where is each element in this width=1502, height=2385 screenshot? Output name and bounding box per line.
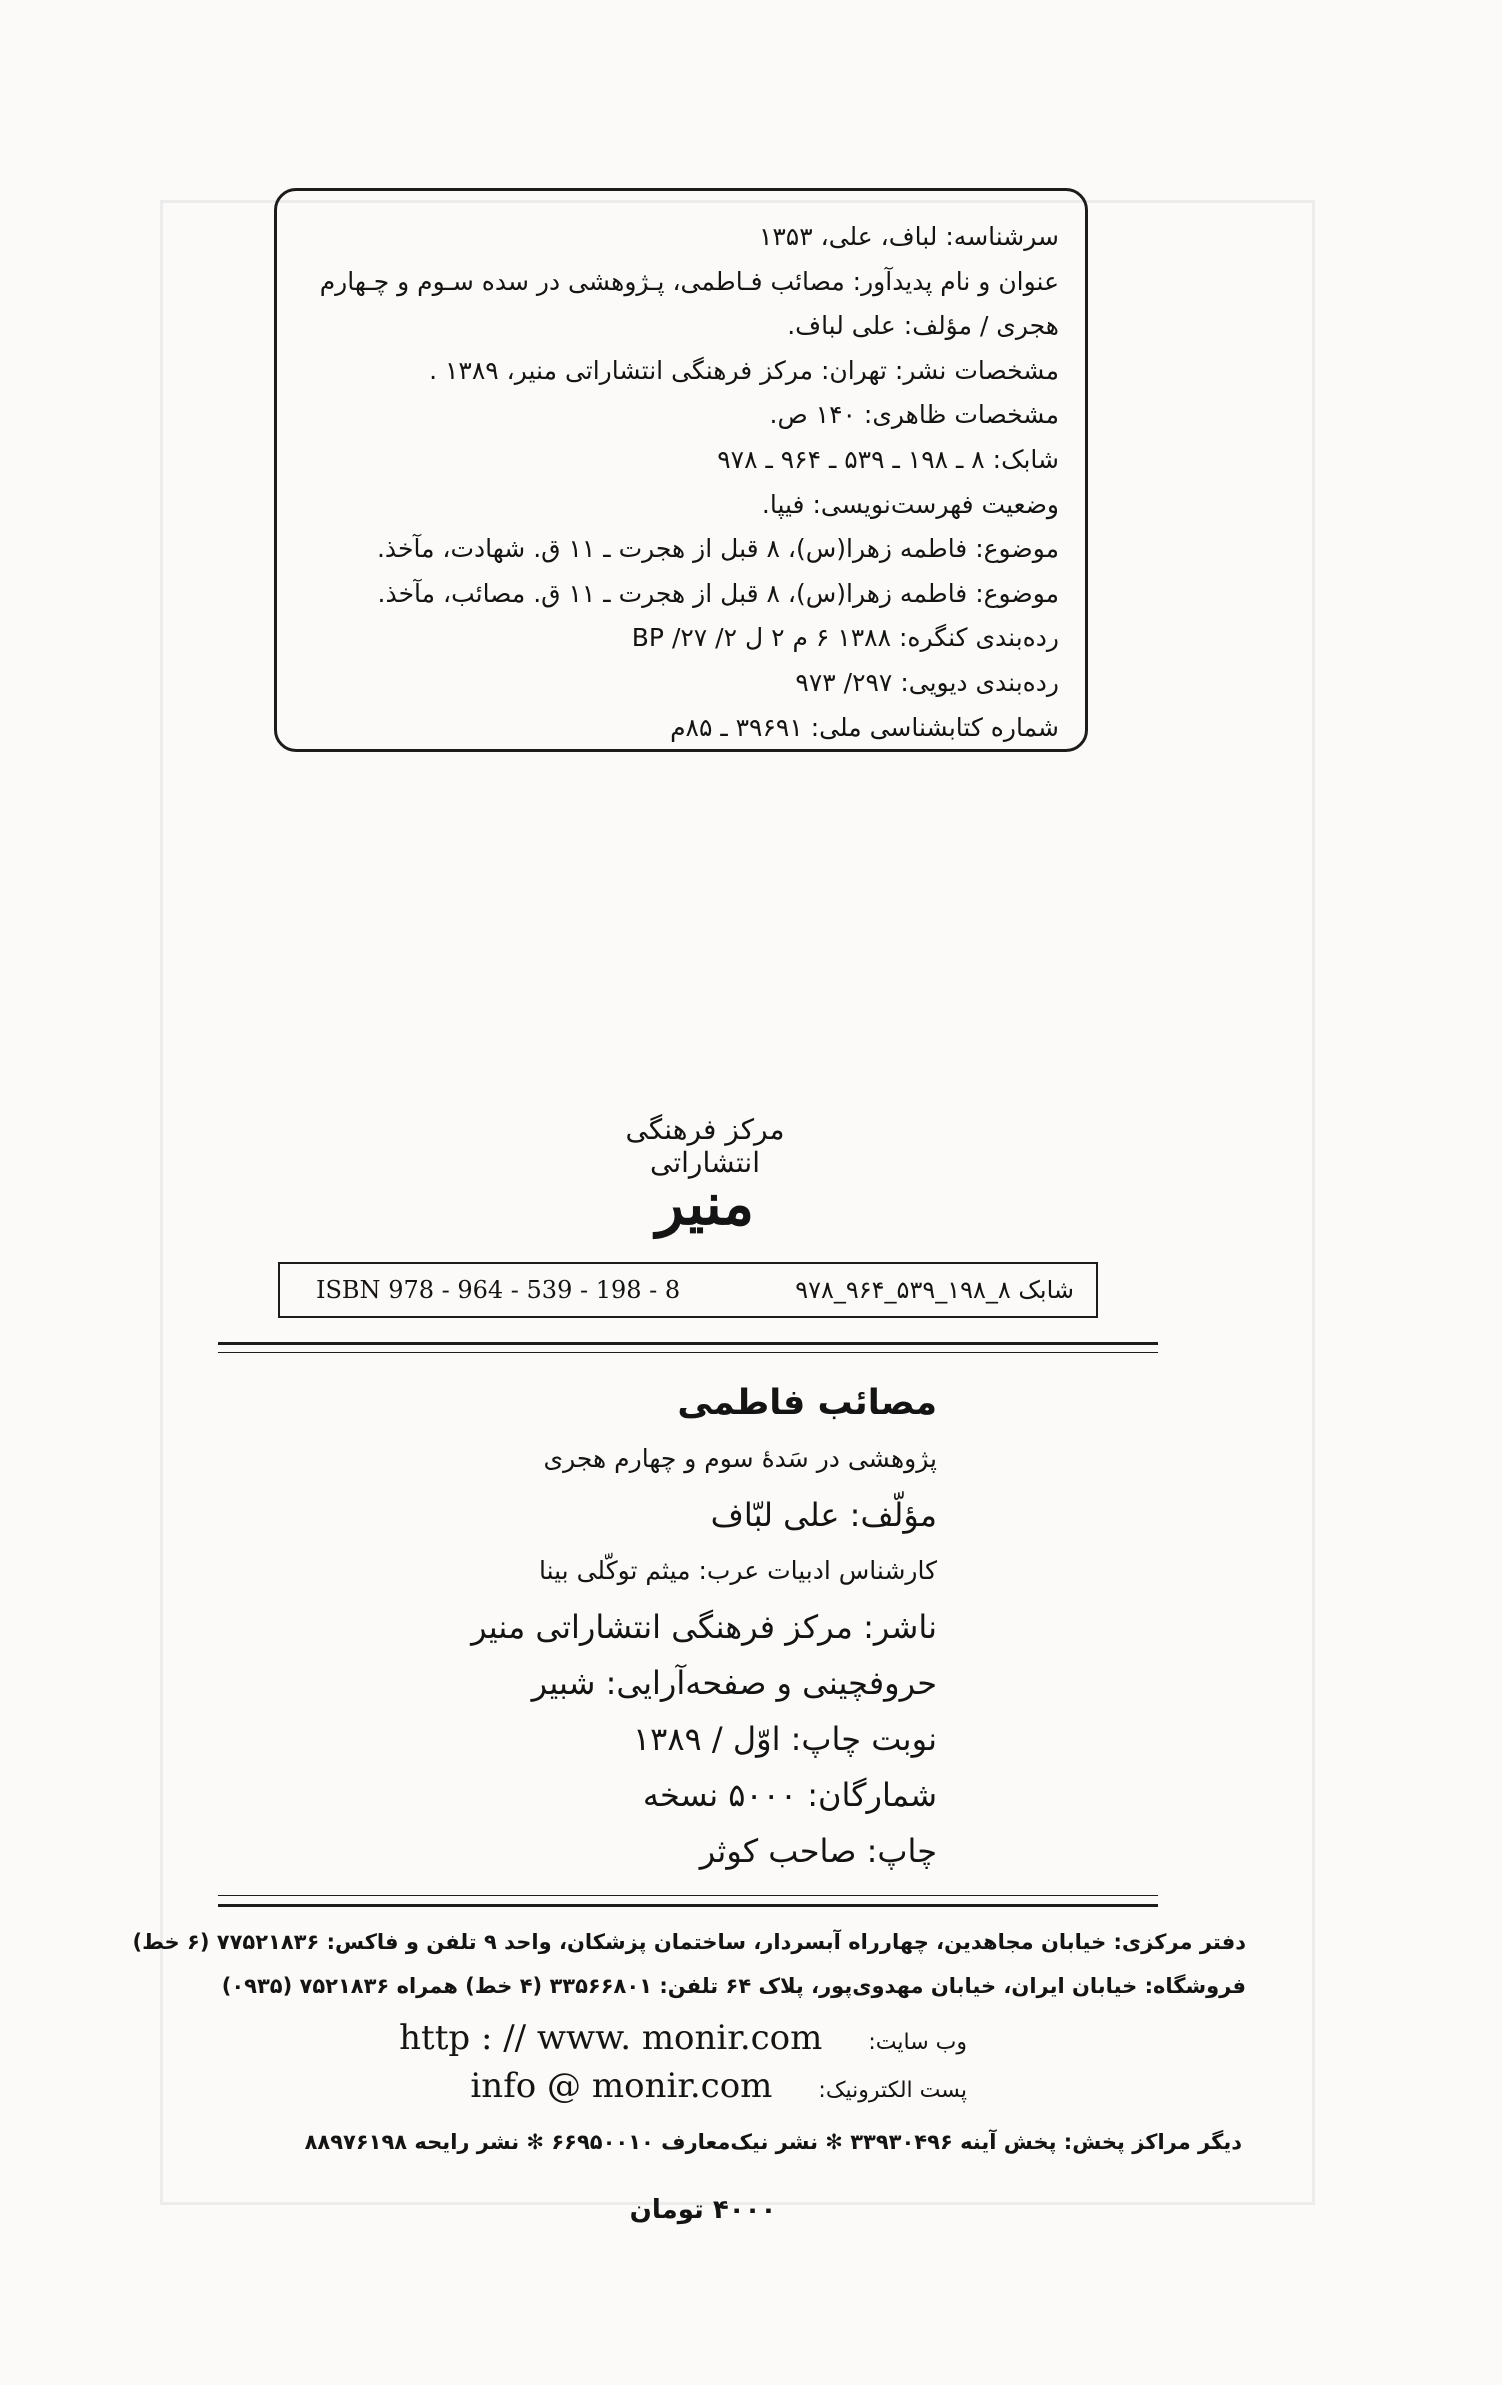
edition: نوبت چاپ: اوّل / ۱۳۸۹ bbox=[632, 1720, 937, 1758]
email-link[interactable]: info @ monir.com bbox=[470, 2066, 773, 2106]
book-title: مصائب فاطمی bbox=[677, 1383, 937, 1423]
author: مؤلّف: علی لبّاف bbox=[710, 1496, 937, 1534]
printer: چاپ: صاحب کوثر bbox=[699, 1832, 937, 1870]
cip-line: شابک: ۸ ـ ۱۹۸ ـ ۵۳۹ ـ ۹۶۴ ـ ۹۷۸ bbox=[717, 444, 1059, 474]
cip-line: مشخصات نشر: تهران: مرکز فرهنگی انتشاراتی منیر، ۱۳۸۹ . bbox=[429, 355, 1059, 385]
book-subtitle: پژوهشی در سَدهٔ سوم و چهارم هجری bbox=[543, 1444, 937, 1473]
cip-line: شماره کتابشناسی ملی: ۳۹۶۹۱ ـ ۸۵م bbox=[670, 712, 1059, 742]
price: ۴۰۰۰ تومان bbox=[629, 2195, 777, 2225]
cip-line: سرشناسه: لباف، علی، ۱۳۵۳ bbox=[758, 222, 1059, 251]
distribution-centers: دیگر مراکز پخش: پخش آینه ۳۳۹۳۰۴۹۶ ✻ نشر نیک‌معارف ۶۶۹۵۰۰۱۰ ✻ نشر رایحه ۸۸۹۷۶۱۹۸ bbox=[304, 2130, 1242, 2154]
website-link[interactable]: http : // www. monir.com bbox=[399, 2018, 823, 2058]
website-row bbox=[399, 2018, 967, 2058]
divider-top bbox=[218, 1342, 1158, 1345]
divider-bottom-thin bbox=[218, 1895, 1158, 1896]
copies: شمارگان: ۵۰۰۰ نسخه bbox=[642, 1776, 937, 1814]
cip-line: هجری / مؤلف: علی لباف. bbox=[787, 311, 1059, 341]
store-address: فروشگاه: خیابان ایران، خیابان مهدوی‌پور، پلاک ۶۴ تلفن: ۳۳۵۶۶۸۰۱ (۴ خط) همراه ۷۵۲۱۸۳۶ (۰۹۳۵) bbox=[221, 1974, 1246, 1998]
cip-catalog-box bbox=[274, 188, 1088, 752]
cip-line: موضوع: فاطمه زهرا(س)، ۸ قبل از هجرت ـ ۱۱ ق. شهادت، مآخذ. bbox=[376, 534, 1059, 564]
divider-bottom bbox=[218, 1904, 1158, 1907]
office-address: دفتر مرکزی: خیابان مجاهدین، چهارراه آبسردار، ساختمان پزشکان، واحد ۹ تلفن و فاکس: ۷۷۵۲۱۸۳۶ (۶ خط) bbox=[132, 1930, 1246, 1954]
credits-block bbox=[157, 1375, 937, 1879]
publisher: ناشر: مرکز فرهنگی انتشاراتی منیر bbox=[471, 1608, 937, 1646]
typesetting: حروفچینی و صفحه‌آرایی: شبیر bbox=[531, 1664, 937, 1702]
logo-caption: مرکز فرهنگی انتشاراتی bbox=[625, 1113, 785, 1179]
website-label: وب سایت: bbox=[868, 2030, 967, 2055]
isbn-box bbox=[278, 1262, 1098, 1318]
cip-line: مشخصات ظاهری: ۱۴۰ ص. bbox=[769, 400, 1059, 430]
cip-line: رده‌بندی دیویی: ۲۹۷/ ۹۷۳ bbox=[795, 667, 1059, 697]
isbn-latin: ISBN 978 - 964 - 539 - 198 - 8 bbox=[316, 1276, 681, 1304]
isbn-persian: شابک ۸_۱۹۸_۵۳۹_۹۶۴_۹۷۸ bbox=[795, 1276, 1074, 1304]
cip-line: وضعیت فهرست‌نویسی: فیپا. bbox=[761, 489, 1059, 519]
editor: کارشناس ادبیات عرب: میثم توکّلی بینا bbox=[538, 1556, 937, 1585]
cip-line: موضوع: فاطمه زهرا(س)، ۸ قبل از هجرت ـ ۱۱ ق. مصائب، مآخذ. bbox=[377, 578, 1059, 608]
divider-top-thin bbox=[218, 1352, 1158, 1353]
logo-wordmark: منیر bbox=[655, 1170, 755, 1238]
cip-line: عنوان و نام پدیدآور: مصائب فـاطمی، پـژوهشی در سده سـوم و چـهارم bbox=[319, 266, 1059, 296]
cip-line: رده‌بندی کنگره: ۱۳۸۸ ۶ م ۲ ل ۲/ ۲۷/ BP bbox=[631, 623, 1059, 653]
publisher-logo bbox=[580, 1095, 830, 1238]
email-label: پست الکترونیک: bbox=[818, 2078, 967, 2103]
email-row bbox=[470, 2066, 967, 2106]
